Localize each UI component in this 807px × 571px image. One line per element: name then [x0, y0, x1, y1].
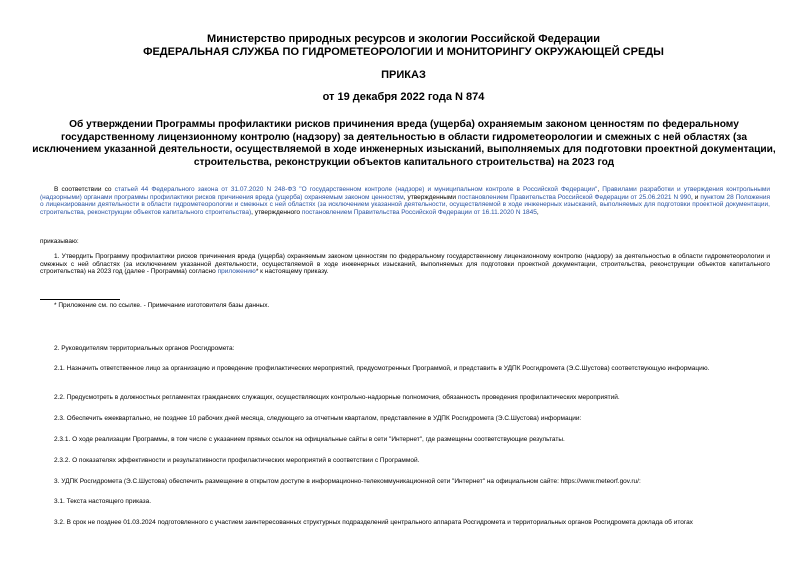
- item-1-paragraph: [40, 253, 770, 276]
- paragraph-2-3-2: 2.3.2. О показателях эффективности и результативности профилактических мероприятий в соответствии с Программой.: [54, 457, 420, 464]
- link-prevention-rules[interactable]: Правилами разработки и утверждения контрольными (надзорными) органами программы профилактики рисков причинения вреда (ущерба) охраняемым законом ценностям: [40, 186, 770, 201]
- link-federal-law-248[interactable]: статьей 44 Федерального закона от 31.07.2020 N 248-ФЗ "О государственном контроле (надзоре) и муниципальном контроле в Российской Федерации": [114, 186, 598, 193]
- preamble-text-2: ,: [597, 186, 603, 193]
- paragraph-2-3: 2.3. Обеспечить ежеквартально, не позднее 10 рабочих дней месяца, следующего за отчетным кварталом, представление в УДПК Росгидромета (Э.С.Шустова) информации:: [54, 415, 582, 422]
- preamble-text-1: В соответствии со: [54, 186, 115, 193]
- paragraph-2-2: 2.2. Предусмотреть в должностных регламентах гражданских служащих, осуществляющих контрольно-надзорные полномочия, обязанность проведения профилактических мероприятий.: [54, 394, 620, 401]
- paragraph-3: 3. УДПК Росгидромета (Э.С.Шустова) обеспечить размещение в открытом доступе в информационно-телекоммуникационной сети "Интернет" на официальном сайте: https://www.meteorf.gov.ru/:: [54, 478, 641, 485]
- item-1-text: 1. Утвердить Программу профилактики рисков причинения вреда (ущерба) охраняемым законом ценностям по федеральному государственному лицензионному контролю (надзору) за деятельностью в области гидрометеорологии и смежных с ней областях (за исключением указанной деятельности, осуществляемой в ходе инженерных изысканий, выполняемых для подготовки проектной документации, строительства, реконструкции объектов капитального строительства) на 2023 год (далее - Программа) согласно: [40, 253, 770, 276]
- order-word: приказываю:: [40, 238, 79, 245]
- link-appendix[interactable]: приложению: [217, 268, 256, 276]
- paragraph-2-3-1: 2.3.1. О ходе реализации Программы, в том числе с указанием прямых ссылок на официальные сайты в сети "Интернет", где размещены соответствующие результаты.: [54, 436, 565, 443]
- paragraph-3-2: 3.2. В срок не позднее 01.03.2024 подготовленного с участием заинтересованных структурных подразделений центрального аппарата Росгидромета и территориальных органов Росгидромета доклада об итогах: [54, 519, 693, 526]
- footnote-divider: [40, 299, 120, 300]
- service-name: ФЕДЕРАЛЬНАЯ СЛУЖБА ПО ГИДРОМЕТЕОРОЛОГИИ И МОНИТОРИНГУ ОКРУЖАЮЩЕЙ СРЕДЫ: [143, 46, 664, 58]
- ministry-name: Министерство природных ресурсов и экологии Российской Федерации: [207, 33, 600, 45]
- item-1-tail: * к настоящему приказу.: [255, 268, 329, 276]
- document-date-number: от 19 декабря 2022 года N 874: [322, 91, 485, 103]
- document-type: ПРИКАЗ: [381, 69, 426, 81]
- preamble-paragraph: [40, 186, 770, 216]
- preamble-text-6: ,: [536, 208, 539, 216]
- paragraph-2: 2. Руководителям территориальных органов Росгидромета:: [54, 345, 235, 352]
- paragraph-3-1: 3.1. Текста настоящего приказа.: [54, 498, 152, 505]
- preamble-text-5: , утвержденного: [251, 208, 302, 216]
- footnote: * Приложение см. по ссылке. - Примечание изготовителя базы данных.: [54, 302, 270, 309]
- link-licensing-regulation-p28[interactable]: пунктом 28 Положения о лицензировании деятельности в области гидрометеорологии и смежных с ней областях (за исключением указанной деятельности, осуществляемой в ходе инженерных изысканий, выполняемых для подготовки проектной документации, строительства, реконструкции объектов капитального строительства): [40, 193, 770, 216]
- document-subject: Об утверждении Программы профилактики рисков причинения вреда (ущерба) охраняемым законом ценностям по федеральному государственному лицензионному контролю (надзору) за деятельностью в области гидрометеорологии и смежных с ней областях (за исключением указанной деятельности, осуществляемой в ходе инженерных изысканий, выполняемых для подготовки проектной документации, строительства, реконструкции объектов капитального строительства) на 2023 год: [32, 119, 776, 168]
- link-government-decree-990[interactable]: постановлением Правительства Российской Федерации от 25.06.2021 N 990: [458, 193, 691, 201]
- preamble-text-4: , и: [690, 193, 701, 201]
- paragraph-2-1: 2.1. Назначить ответственное лицо за организацию и проведение профилактических мероприятий, предусмотренных Программой, и представить в УДПК Росгидромета (Э.С.Шустова) соответствующую информацию.: [54, 365, 710, 372]
- link-government-decree-1845[interactable]: постановлением Правительства Российской Федерации от 16.11.2020 N 1845: [301, 208, 537, 216]
- preamble-text-3: , утвержденными: [403, 193, 459, 201]
